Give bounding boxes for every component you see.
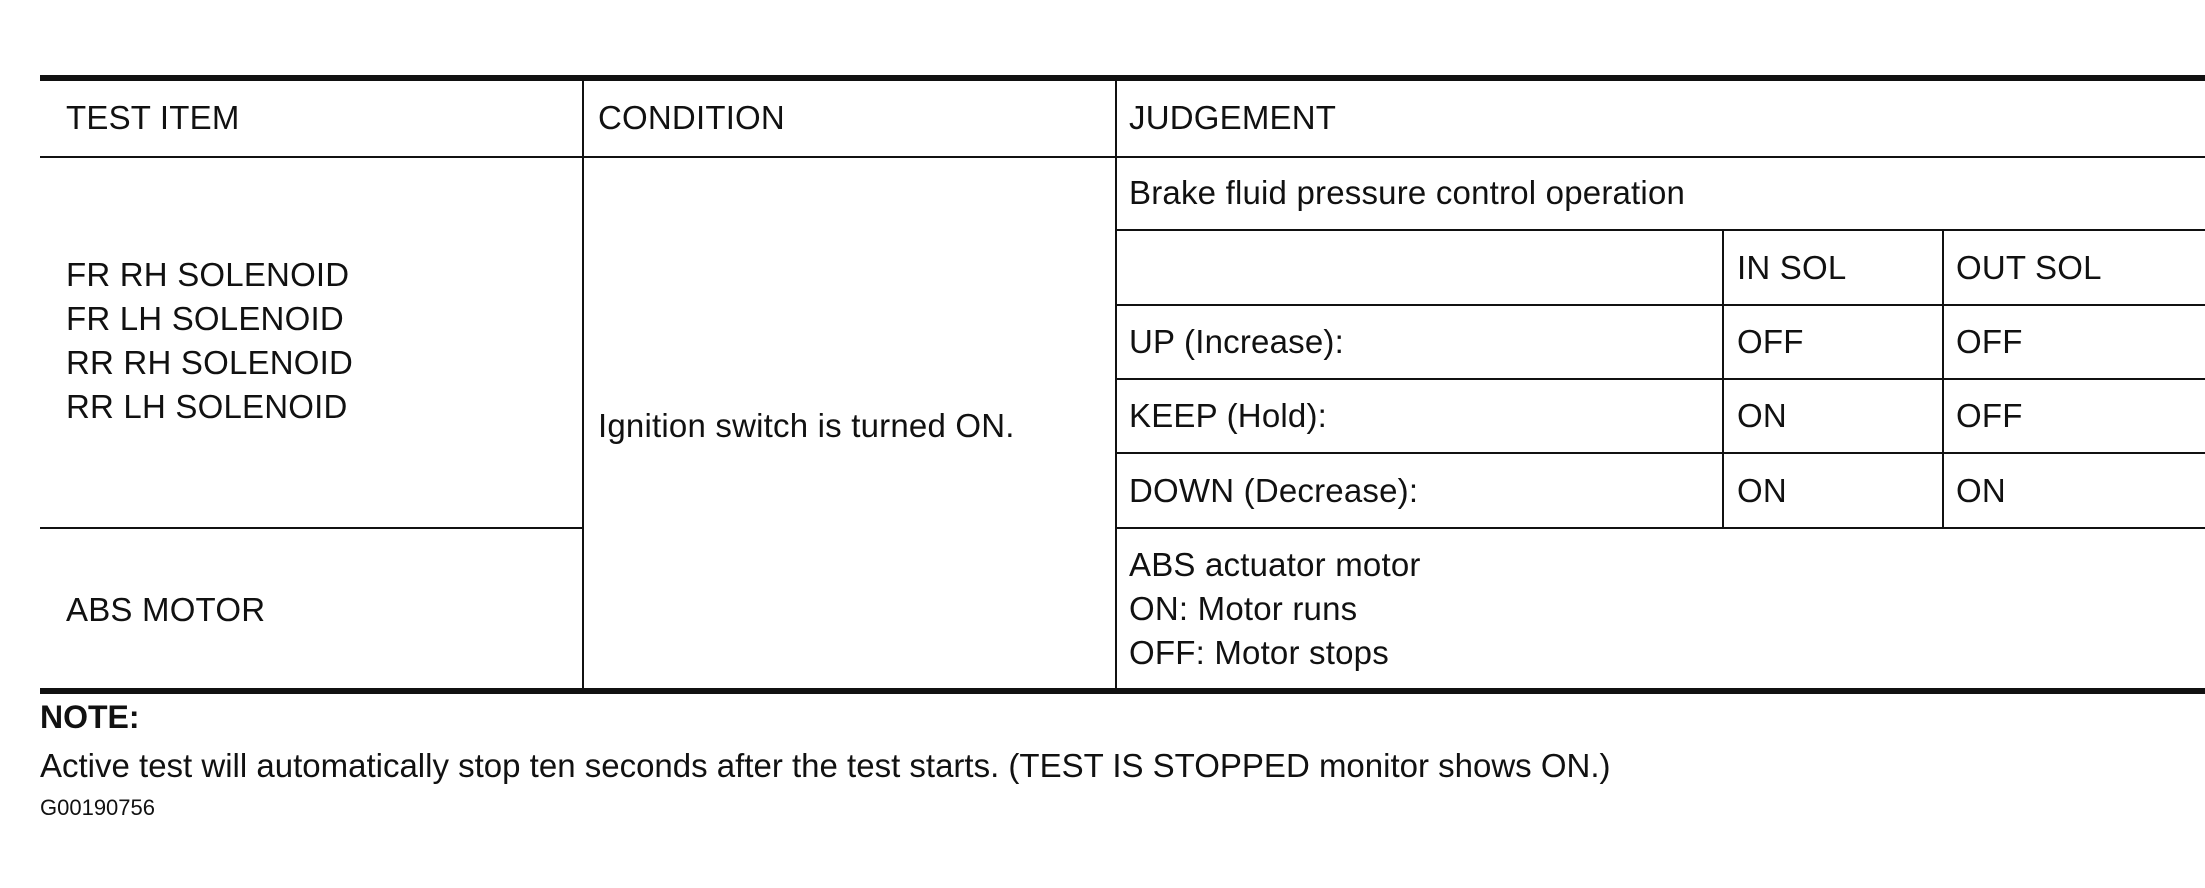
note-title: NOTE: (40, 699, 140, 735)
solenoid-section-rule-left (40, 527, 584, 529)
row-in-sol: ON (1737, 397, 1787, 434)
subheader-in-sol: IN SOL (1737, 249, 1847, 286)
brake-title-rule (1117, 229, 2205, 231)
note-text: Active test will automatically stop ten seconds after the test starts. (TEST IS STOPPED monitor shows ON.) (40, 747, 1611, 784)
table-bottom-rule (40, 688, 2205, 694)
abs-motor-test-item: ABS MOTOR (66, 591, 266, 628)
header-condition: CONDITION (598, 99, 785, 136)
col-divider-judgement (1115, 79, 1117, 690)
header-judgement: JUDGEMENT (1129, 99, 1337, 136)
row-in-sol: ON (1737, 472, 1787, 509)
col-divider-in-sol (1722, 229, 1724, 529)
row-mode: UP (Increase): (1129, 323, 1344, 360)
header-test-item: TEST ITEM (66, 99, 240, 136)
subheader-out-sol: OUT SOL (1956, 249, 2102, 286)
subheader-rule (1117, 304, 2205, 306)
figure-id: G00190756 (40, 795, 155, 820)
keep-row-rule (1117, 452, 2205, 454)
row-out-sol: ON (1956, 472, 2006, 509)
header-bottom-rule (40, 156, 2205, 158)
abs-motor-judgement: ABS actuator motor ON: Motor runs OFF: Motor stops (1129, 546, 1421, 671)
row-in-sol: OFF (1737, 323, 1804, 360)
solenoid-test-items: FR RH SOLENOID FR LH SOLENOID RR RH SOLENOID RR LH SOLENOID (66, 256, 354, 425)
row-mode: DOWN (Decrease): (1129, 472, 1419, 509)
row-out-sol: OFF (1956, 323, 2023, 360)
col-divider-out-sol (1942, 229, 1944, 529)
table-top-rule (40, 75, 2205, 81)
brake-control-title: Brake fluid pressure control operation (1129, 174, 1686, 211)
solenoid-section-rule-right (1117, 527, 2205, 529)
col-divider-condition (582, 79, 584, 690)
row-mode: KEEP (Hold): (1129, 397, 1328, 434)
condition-text: Ignition switch is turned ON. (598, 407, 1015, 444)
up-row-rule (1117, 378, 2205, 380)
row-out-sol: OFF (1956, 397, 2023, 434)
